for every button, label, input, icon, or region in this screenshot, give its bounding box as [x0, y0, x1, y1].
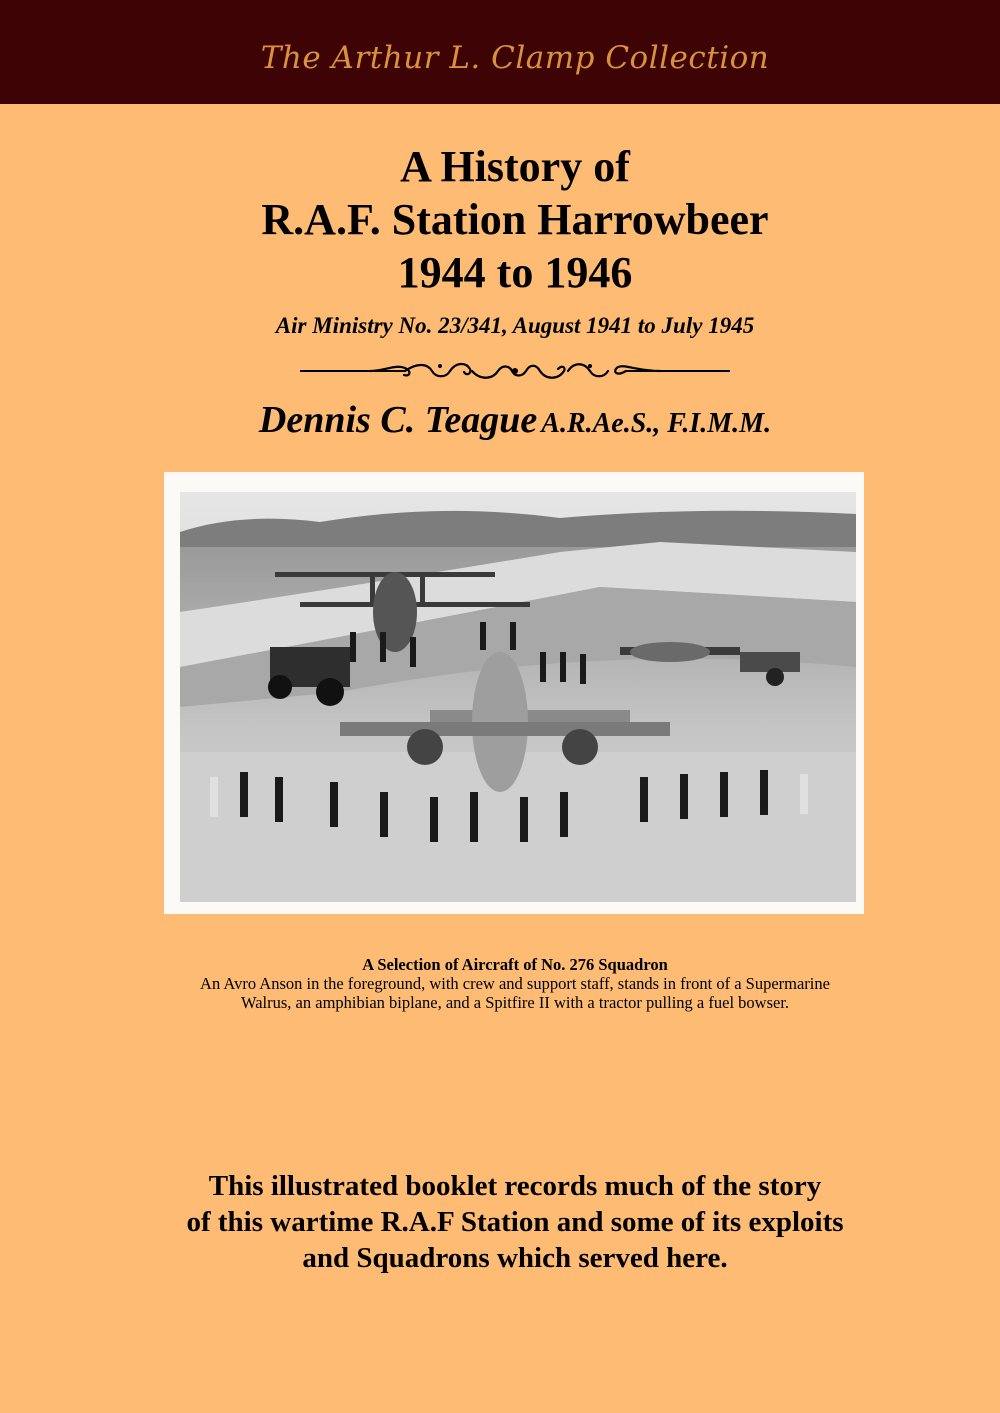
photo-frame [164, 472, 864, 914]
caption-line-1: An Avro Anson in the foreground, with crew and support staff, stands in front of a Supermarine [200, 974, 830, 993]
book-subtitle: Air Ministry No. 23/341, August 1941 to July 1945 [275, 313, 755, 338]
title-line-2: R.A.F. Station Harrowbeer [261, 195, 769, 244]
book-blurb [0, 1168, 1000, 1276]
author-qualifications: A.R.Ae.S., F.I.M.M. [541, 408, 772, 439]
blurb-line-3: and Squadrons which served here. [302, 1242, 728, 1274]
collection-banner [0, 0, 1000, 104]
collection-name: The Arthur L. Clamp Collection [260, 40, 770, 76]
airfield-photo-image [180, 492, 856, 902]
title-line-1: A History of [400, 142, 630, 191]
title-line-3: 1944 to 1946 [397, 248, 633, 297]
airfield-photo [180, 492, 856, 902]
author-line [0, 398, 1000, 442]
caption-title: A Selection of Aircraft of No. 276 Squadron [362, 955, 668, 974]
blurb-line-2: of this wartime R.A.F Station and some of its exploits [186, 1206, 844, 1238]
blurb-line-1: This illustrated booklet records much of the story [208, 1170, 822, 1202]
decorative-scroll-divider-icon [300, 358, 730, 384]
book-title [0, 140, 1000, 299]
photo-caption [0, 955, 1000, 1012]
caption-line-2: Walrus, an amphibian biplane, and a Spitfire II with a tractor pulling a fuel bowser. [240, 993, 790, 1012]
author-name: Dennis C. Teague [258, 399, 538, 441]
